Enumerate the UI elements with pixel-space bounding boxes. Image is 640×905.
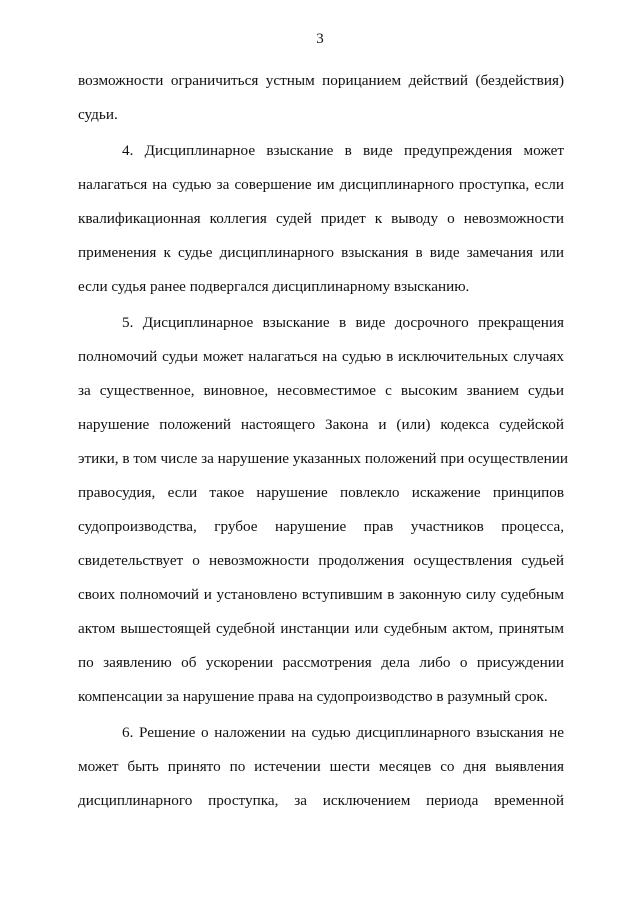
text-line: судьи. <box>78 106 118 123</box>
text-line: свидетельствует о невозможности продолжения осуществления судьей <box>78 552 564 569</box>
text-line: 4. Дисциплинарное взыскание в виде предупреждения может <box>122 142 564 159</box>
text-line: если судья ранее подвергался дисциплинарному взысканию. <box>78 278 470 295</box>
text-line: 5. Дисциплинарное взыскание в виде досрочного прекращения <box>122 314 564 331</box>
document-body <box>78 64 568 818</box>
text-line: этики, в том числе за нарушение указанных положений при осуществлении <box>78 450 568 467</box>
paragraph-item-5 <box>78 306 568 714</box>
text-line: нарушение положений настоящего Закона и (или) кодекса судейской <box>78 416 564 433</box>
page-number: 3 <box>316 31 324 47</box>
text-line: налагаться на судью за совершение им дисциплинарного проступка, если <box>78 176 564 193</box>
text-line: дисциплинарного проступка, за исключением периода временной <box>78 792 564 809</box>
text-line: 6. Решение о наложении на судью дисциплинарного взыскания не <box>122 724 564 741</box>
text-line: может быть принято по истечении шести месяцев со дня выявления <box>78 758 564 775</box>
text-line: за существенное, виновное, несовместимое с высоким званием судьи <box>78 382 564 399</box>
paragraph-item-4 <box>78 134 564 304</box>
text-line: по заявлению об ускорении рассмотрения дела либо о присуждении <box>78 654 564 671</box>
text-line: компенсации за нарушение права на судопроизводство в разумный срок. <box>78 688 548 705</box>
paragraph-continuation <box>78 64 564 132</box>
text-line: квалификационная коллегия судей придет к выводу о невозможности <box>78 210 564 227</box>
text-line: полномочий судьи может налагаться на судью в исключительных случаях <box>78 348 564 365</box>
text-line: судопроизводства, грубое нарушение прав участников процесса, <box>78 518 564 535</box>
paragraph-item-6 <box>78 716 564 818</box>
text-line: правосудия, если такое нарушение повлекло искажение принципов <box>78 484 564 501</box>
text-line: своих полномочий и установлено вступившим в законную силу судебным <box>78 586 564 603</box>
text-line: применения к судье дисциплинарного взыскания в виде замечания или <box>78 244 564 261</box>
text-line: возможности ограничиться устным порицанием действий (бездействия) <box>78 72 564 89</box>
text-line: актом вышестоящей судебной инстанции или судебным актом, принятым <box>78 620 564 637</box>
